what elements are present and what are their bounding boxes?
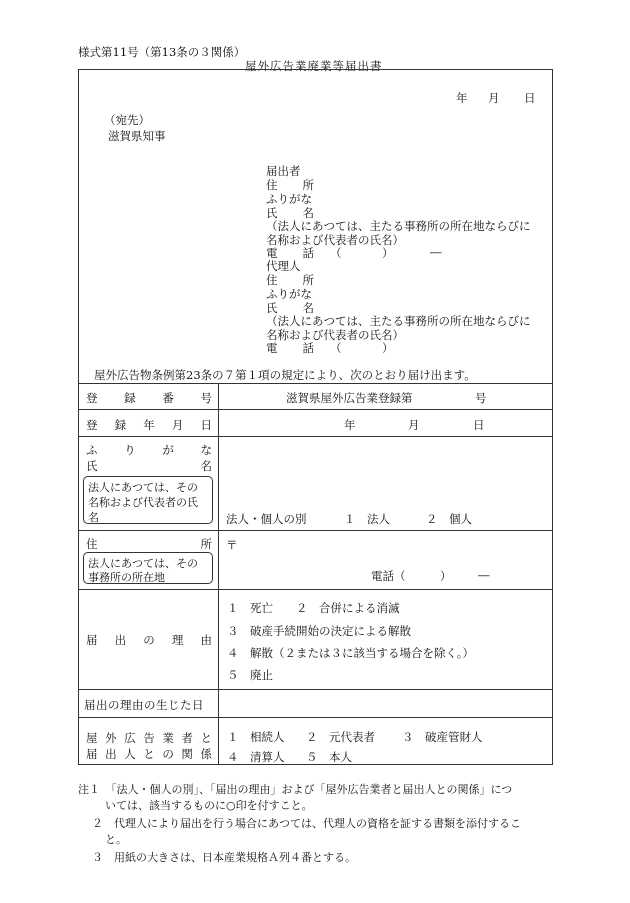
notifier-corporate-note: （法人にあつては、主たる事務所の所在地ならびに bbox=[266, 219, 531, 233]
relation-option-heir[interactable]: １ 相続人 bbox=[227, 730, 285, 744]
relation-option-former-representative[interactable]: ２ 元代表者 bbox=[306, 730, 375, 744]
note-2-line1: ２ 代理人により届出を行う場合にあつては、代理人の資格を証する書類を添付するこ bbox=[92, 817, 521, 830]
note-2-line2: と。 bbox=[105, 833, 127, 846]
agent-phone-close: ） bbox=[382, 341, 394, 355]
row-rule bbox=[78, 409, 553, 410]
address-note-line1: 法人にあつては、その bbox=[88, 557, 198, 570]
notifier-furigana-label: ふりがな bbox=[266, 192, 312, 206]
reason-option-dissolution[interactable]: ４ 解散（２または３に該当する場合を除く。） bbox=[227, 646, 475, 660]
addressee-prefix: （宛先） bbox=[104, 113, 150, 127]
address-phone-dash: ― bbox=[478, 568, 490, 582]
row-rule bbox=[78, 589, 553, 590]
reason-option-bankruptcy[interactable]: ３ 破産手続開始の決定による解散 bbox=[227, 624, 411, 638]
relation-option-liquidator[interactable]: ４ 清算人 bbox=[227, 750, 285, 764]
agent-furigana-label: ふりがな bbox=[266, 287, 312, 301]
agent-corporate-note: （法人にあつては、主たる事務所の所在地ならびに bbox=[266, 314, 531, 328]
postal-mark: 〒 bbox=[226, 538, 238, 552]
date-year: 年 bbox=[456, 91, 468, 105]
note-3: ３ 用紙の大きさは、日本産業規格Ａ列４番とする。 bbox=[92, 851, 356, 864]
name-note-line2: 名称および代表者の氏 bbox=[88, 496, 198, 509]
address-phone: 電話（ ） bbox=[371, 569, 452, 583]
relation-label-line1: 屋 外 広 告 業 者 と bbox=[86, 731, 212, 745]
notifier-phone-label: 電 話 bbox=[266, 246, 314, 260]
name-note-line3: 名 bbox=[88, 511, 99, 524]
reg-date-year: 年 bbox=[344, 418, 356, 432]
agent-phone-open: （ bbox=[330, 341, 342, 355]
notifier-address-label: 住 所 bbox=[266, 178, 314, 192]
reg-no-label: 登 録 番 号 bbox=[86, 391, 212, 405]
category-label: 法人・個人の別 bbox=[226, 512, 307, 526]
reason-date-label: 届出の理由の生じた日 bbox=[84, 698, 204, 712]
reason-option-closure[interactable]: ５ 廃止 bbox=[227, 668, 273, 682]
form-title: 屋外広告業廃業等届出書 bbox=[245, 59, 383, 73]
notifier-name-label: 氏 名 bbox=[266, 206, 314, 220]
agent-phone-label: 電 話 bbox=[266, 341, 314, 355]
row-rule bbox=[78, 436, 553, 437]
addressee-name: 滋賀県知事 bbox=[108, 129, 166, 143]
furigana-label: ふ り が な bbox=[86, 443, 212, 457]
reason-label: 届 出 の 理 由 bbox=[86, 633, 212, 647]
reason-option-merger[interactable]: ２ 合併による消滅 bbox=[296, 601, 400, 615]
row-rule bbox=[78, 717, 553, 718]
category-option-corporation[interactable]: １ 法人 bbox=[344, 512, 390, 526]
notifier-label: 届出者 bbox=[266, 164, 301, 178]
date-month: 月 bbox=[488, 91, 500, 105]
reg-no-suffix: 号 bbox=[475, 391, 487, 405]
notifier-phone-close: ） bbox=[382, 246, 394, 260]
name-note-line1: 法人にあつては、その bbox=[88, 481, 198, 494]
row-rule bbox=[78, 530, 553, 531]
date-day: 日 bbox=[524, 91, 536, 105]
relation-label-line2: 届 出 人 と の 関 係 bbox=[86, 747, 212, 761]
form-number: 様式第11号（第13条の３関係） bbox=[78, 45, 246, 59]
notifier-corporate-note-2: 名称および代表者の氏名） bbox=[266, 233, 404, 247]
reg-date-day: 日 bbox=[473, 418, 485, 432]
relation-option-self[interactable]: ５ 本人 bbox=[306, 750, 352, 764]
agent-name-label: 氏 名 bbox=[266, 301, 314, 315]
category-option-individual[interactable]: ２ 個人 bbox=[426, 512, 472, 526]
name-label: 氏 名 bbox=[86, 459, 212, 473]
table-top-rule bbox=[78, 383, 553, 384]
note-1-line1: 注１ 「法人・個人の別」、「届出の理由」および「屋外広告業者と届出人との関係」につ bbox=[78, 783, 513, 796]
address-note-line2: 事務所の所在地 bbox=[88, 571, 165, 584]
label-column-divider bbox=[218, 383, 219, 765]
agent-label: 代理人 bbox=[266, 259, 301, 273]
reg-date-label: 登 録 年 月 日 bbox=[86, 418, 212, 432]
statement-text: 屋外広告物条例第23条の７第１項の規定により、次のとおり届け出ます。 bbox=[94, 368, 476, 382]
note-1-line2: いては、該当するものに○印を付すこと。 bbox=[105, 799, 313, 812]
reg-no-prefix: 滋賀県屋外広告業登録第 bbox=[286, 391, 413, 405]
address-label: 住 所 bbox=[86, 537, 212, 551]
row-rule bbox=[78, 689, 553, 690]
reason-option-death[interactable]: １ 死亡 bbox=[227, 601, 273, 615]
agent-corporate-note-2: 名称および代表者の氏名） bbox=[266, 328, 404, 342]
reg-date-month: 月 bbox=[408, 418, 420, 432]
notifier-phone-open: （ bbox=[330, 246, 342, 260]
agent-address-label: 住 所 bbox=[266, 273, 314, 287]
notifier-phone-dash: ― bbox=[430, 245, 442, 259]
relation-option-trustee[interactable]: ３ 破産管財人 bbox=[402, 730, 483, 744]
